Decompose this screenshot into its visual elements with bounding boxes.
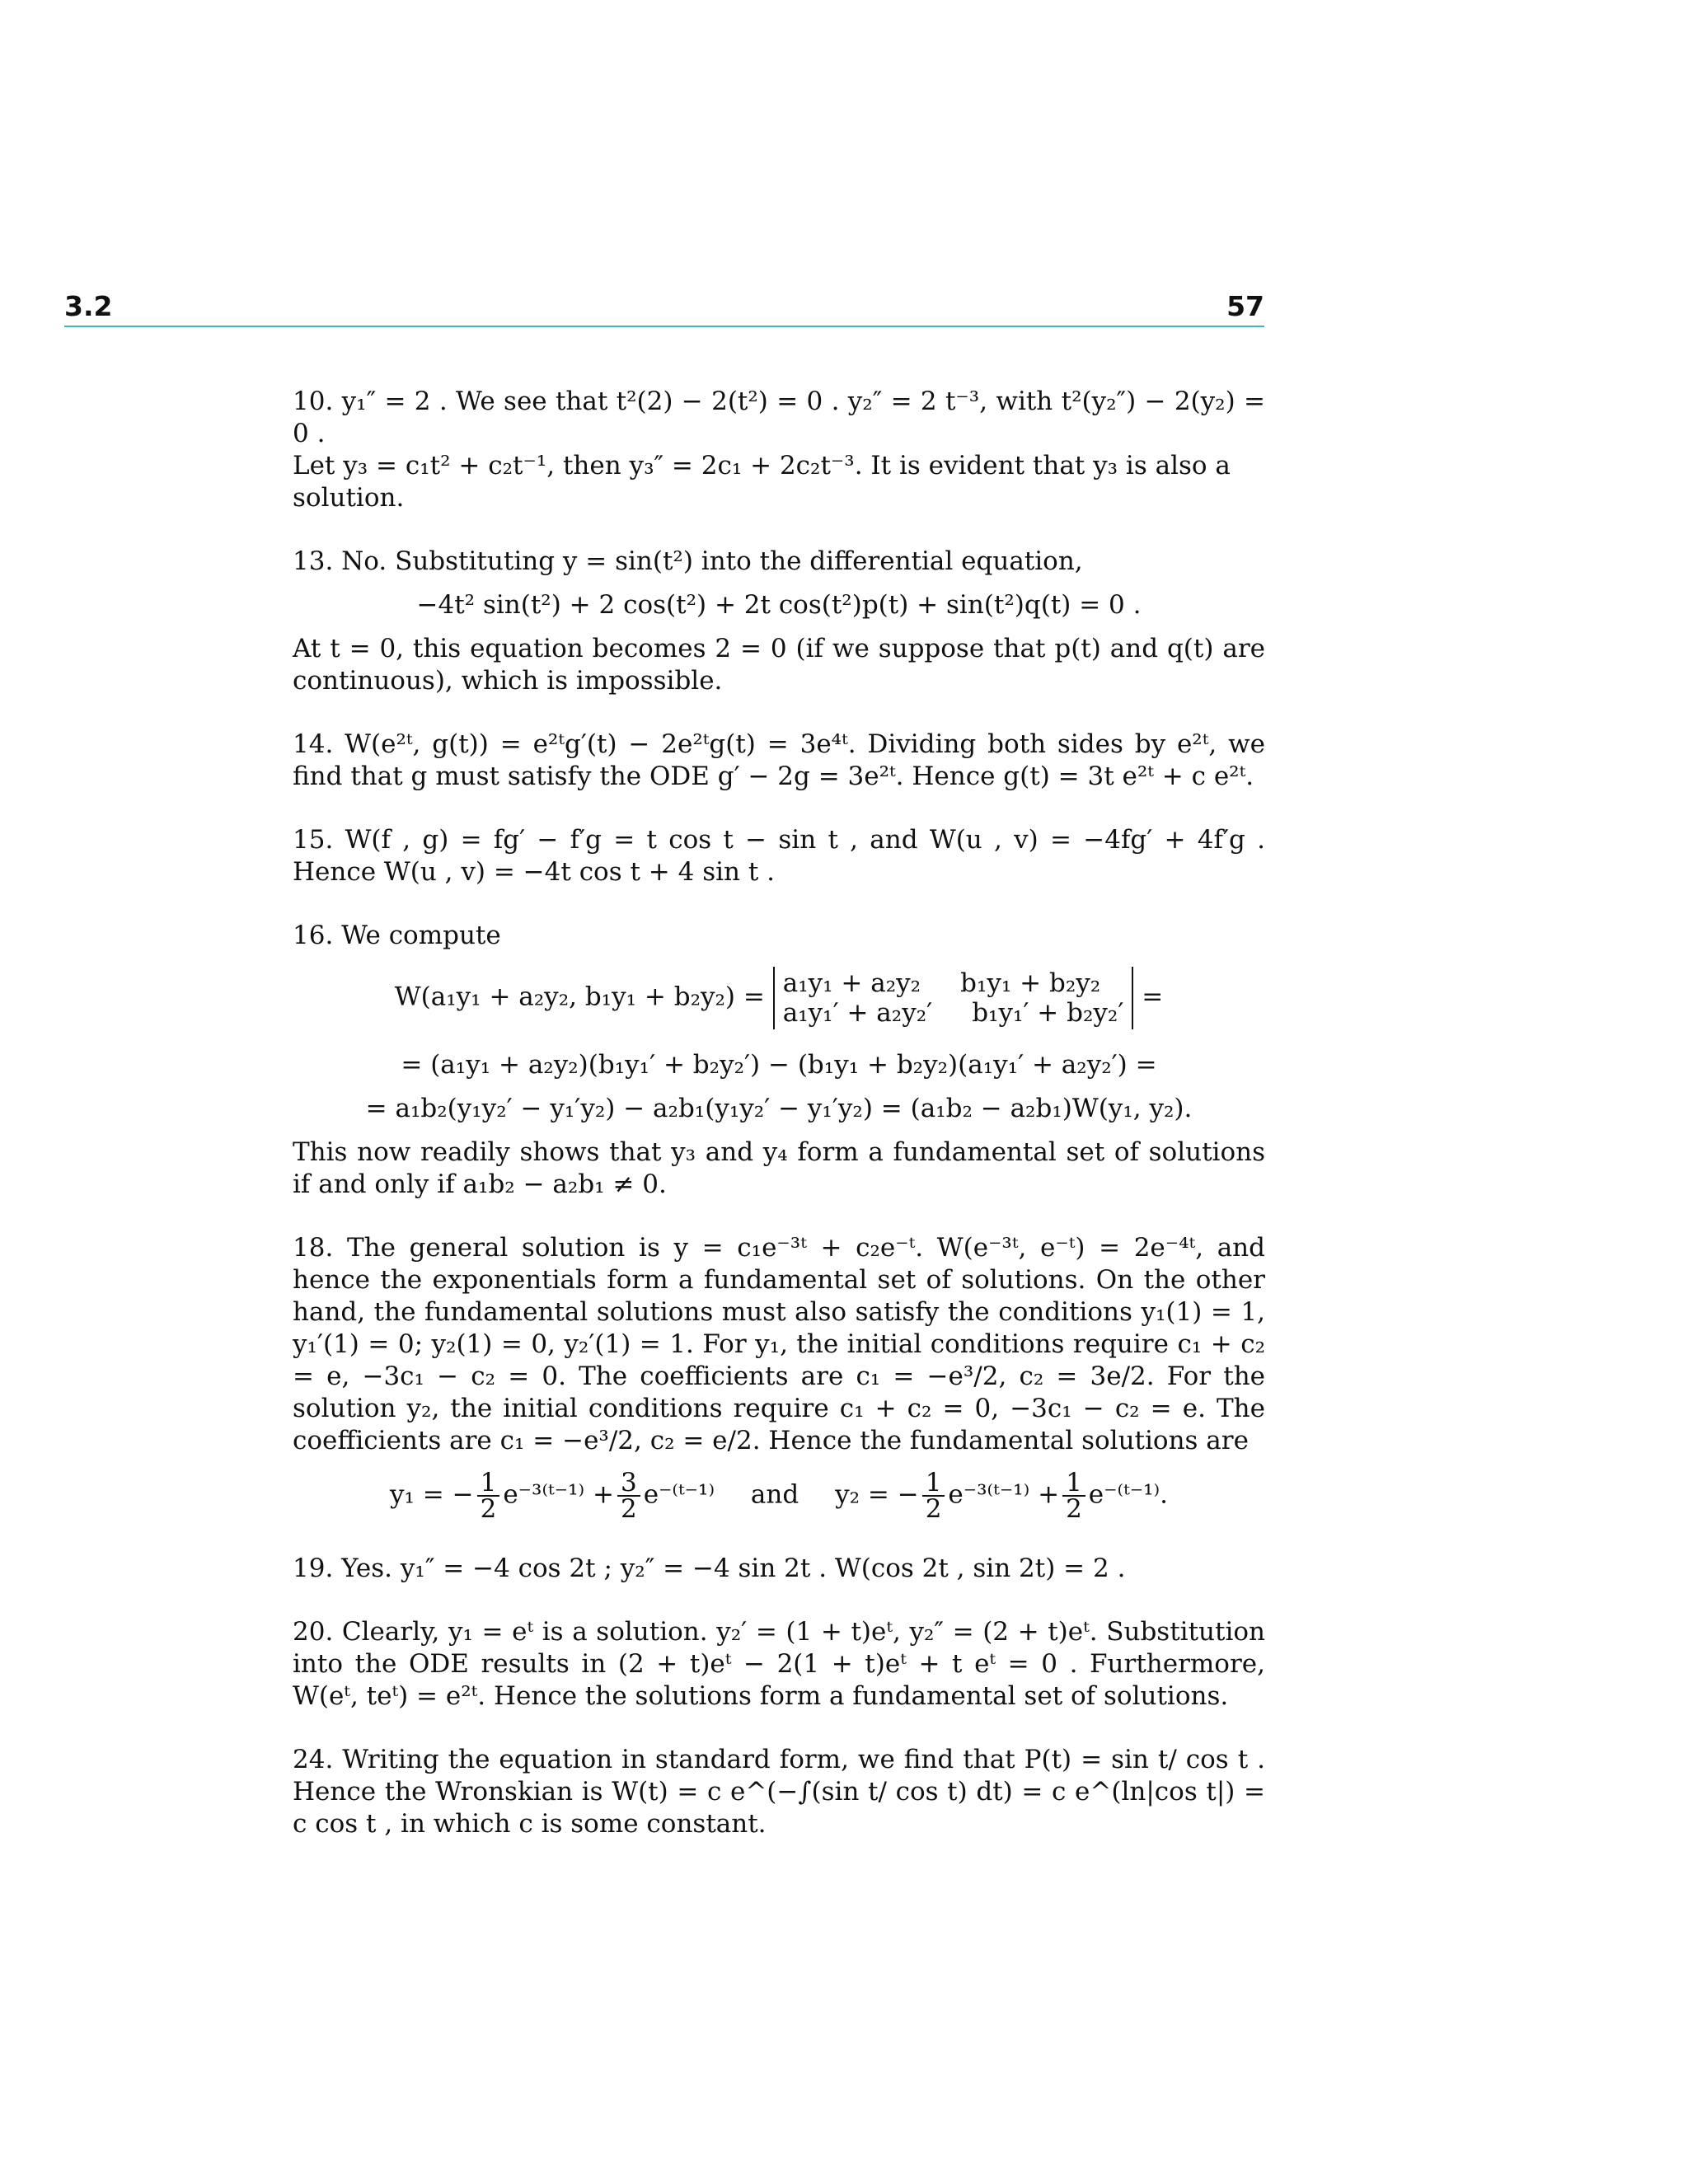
solution-15: 15. W(f , g) = fg′ − f′g = t cos t − sin t , and W(u , v) = −4fg′ + 4f′g . Hence W(u , v) = −4t cos t + 4 sin t . bbox=[293, 825, 1265, 887]
numerator: 1 bbox=[922, 1470, 945, 1497]
wronskian-lhs: W(a₁y₁ + a₂y₂, b₁y₁ + b₂y₂) = bbox=[394, 982, 765, 1012]
y2-lhs: y₂ = − bbox=[835, 1479, 919, 1510]
solution-13 bbox=[293, 546, 1265, 697]
header-rule bbox=[64, 326, 1264, 327]
numerator: 3 bbox=[617, 1470, 640, 1497]
y1-lhs: y₁ = − bbox=[389, 1479, 474, 1510]
solution-13-text: At t = 0, this equation becomes 2 = 0 (if we suppose that p(t) and q(t) are continuous), which is impossible. bbox=[293, 634, 1265, 696]
fraction bbox=[477, 1468, 500, 1524]
matrix-cell-12: b₁y₁ + b₂y₂ bbox=[960, 968, 1101, 998]
y2-term-1: e⁻³⁽ᵗ⁻¹⁾ + bbox=[948, 1479, 1060, 1510]
y2-term-2: e⁻⁽ᵗ⁻¹⁾. bbox=[1088, 1479, 1169, 1510]
solution-16-intro: 16. We compute bbox=[293, 921, 501, 950]
fundamental-solutions-equation bbox=[293, 1468, 1265, 1524]
y1-term-1: e⁻³⁽ᵗ⁻¹⁾ + bbox=[503, 1479, 614, 1510]
running-header bbox=[64, 290, 1264, 326]
solution-13-equation: −4t² sin(t²) + 2 cos(t²) + 2t cos(t²)p(t) + sin(t²)q(t) = 0 . bbox=[416, 590, 1142, 620]
solution-20: 20. Clearly, y₁ = eᵗ is a solution. y₂′ = (1 + t)eᵗ, y₂″ = (2 + t)eᵗ. Substitution into the ODE results in (2 + t)eᵗ − 2(1 + t)eᵗ + t eᵗ = 0 . Furthermore, W(eᵗ, teᵗ) = e²ᵗ. Hence the solutions form a fundamental set of solutions. bbox=[293, 1617, 1265, 1711]
page-body bbox=[293, 386, 1265, 1872]
wronskian-result: = a₁b₂(y₁y₂′ − y₁′y₂) − a₂b₁(y₁y₂′ − y₁′y₂) = (a₁b₂ − a₂b₁)W(y₁, y₂). bbox=[365, 1094, 1193, 1123]
matrix-cell-11: a₁y₁ + a₂y₂ bbox=[782, 968, 921, 998]
solution-10 bbox=[293, 386, 1265, 514]
solution-14: 14. W(e²ᵗ, g(t)) = e²ᵗg′(t) − 2e²ᵗg(t) = 3e⁴ᵗ. Dividing both sides by e²ᵗ, we find that g must satisfy the ODE g′ − 2g = 3e²ᵗ. Hence g(t) = 3t e²ᵗ + c e²ᵗ. bbox=[293, 729, 1265, 791]
solution-16 bbox=[293, 920, 1265, 1201]
solution-18-text: 18. The general solution is y = c₁e⁻³ᵗ + c₂e⁻ᵗ. W(e⁻³ᵗ, e⁻ᵗ) = 2e⁻⁴ᵗ, and hence the exponentials form a fundamental set of solutions. On the other hand, the fundamental solutions must also satisfy the conditions y₁(1) = 1, y₁′(1) = 0; y₂(1) = 0, y₂′(1) = 1. For y₁, the initial conditions require c₁ + c₂ = e, −3c₁ − c₂ = 0. The coefficients are c₁ = −e³/2, c₂ = 3e/2. For the solution y₂, the initial conditions require c₁ + c₂ = 0, −3c₁ − c₂ = e. The coefficients are c₁ = −e³/2, c₂ = e/2. Hence the fundamental solutions are bbox=[293, 1233, 1265, 1455]
solution-10-line-3: solution. bbox=[293, 483, 405, 513]
wronskian-equals: = bbox=[1142, 982, 1164, 1012]
fraction bbox=[617, 1468, 640, 1524]
wronskian-expansion: = (a₁y₁ + a₂y₂)(b₁y₁′ + b₂y₂′) − (b₁y₁ + b₂y₂)(a₁y₁′ + a₂y₂′) = bbox=[401, 1050, 1157, 1080]
solution-16-text: This now readily shows that y₃ and y₄ form a fundamental set of solutions if and only if a₁b₂ − a₂b₁ ≠ 0. bbox=[293, 1137, 1265, 1199]
solution-13-intro: 13. No. Substituting y = sin(t²) into the differential equation, bbox=[293, 546, 1083, 576]
denominator: 2 bbox=[925, 1494, 942, 1524]
denominator: 2 bbox=[480, 1494, 497, 1524]
fraction bbox=[922, 1468, 945, 1524]
solution-19: 19. Yes. y₁″ = −4 cos 2t ; y₂″ = −4 sin 2t . W(cos 2t , sin 2t) = 2 . bbox=[293, 1554, 1126, 1583]
solution-10-line-2: Let y₃ = c₁t² + c₂t⁻¹, then y₃″ = 2c₁ + 2c₂t⁻³. It is evident that y₃ is also a bbox=[293, 451, 1231, 480]
y1-term-2: e⁻⁽ᵗ⁻¹⁾ bbox=[643, 1479, 715, 1510]
and-word: and bbox=[750, 1479, 799, 1510]
solution-10-line-1: 10. y₁″ = 2 . We see that t²(2) − 2(t²) = 0 . y₂″ = 2 t⁻³, with t²(y₂″) − 2(y₂) = 0 . bbox=[293, 387, 1265, 448]
solution-24: 24. Writing the equation in standard form, we find that P(t) = sin t/ cos t . Hence the Wronskian is W(t) = c e^(−∫(sin t/ cos t) dt) = c e^(ln|cos t|) = c cos t , in which c is some constant. bbox=[293, 1745, 1265, 1839]
page-number: 57 bbox=[1226, 290, 1264, 322]
denominator: 2 bbox=[1066, 1494, 1082, 1524]
denominator: 2 bbox=[620, 1494, 637, 1524]
fraction bbox=[1062, 1468, 1085, 1524]
matrix-cell-22: b₁y₁′ + b₂y₂′ bbox=[972, 998, 1124, 1028]
numerator: 1 bbox=[477, 1470, 500, 1497]
wronskian-determinant-equation bbox=[293, 967, 1265, 1029]
matrix-cell-21: a₁y₁′ + a₂y₂′ bbox=[782, 998, 933, 1028]
determinant-matrix bbox=[773, 967, 1134, 1029]
solution-18 bbox=[293, 1232, 1265, 1524]
section-number: 3.2 bbox=[64, 290, 113, 322]
numerator: 1 bbox=[1062, 1470, 1085, 1497]
